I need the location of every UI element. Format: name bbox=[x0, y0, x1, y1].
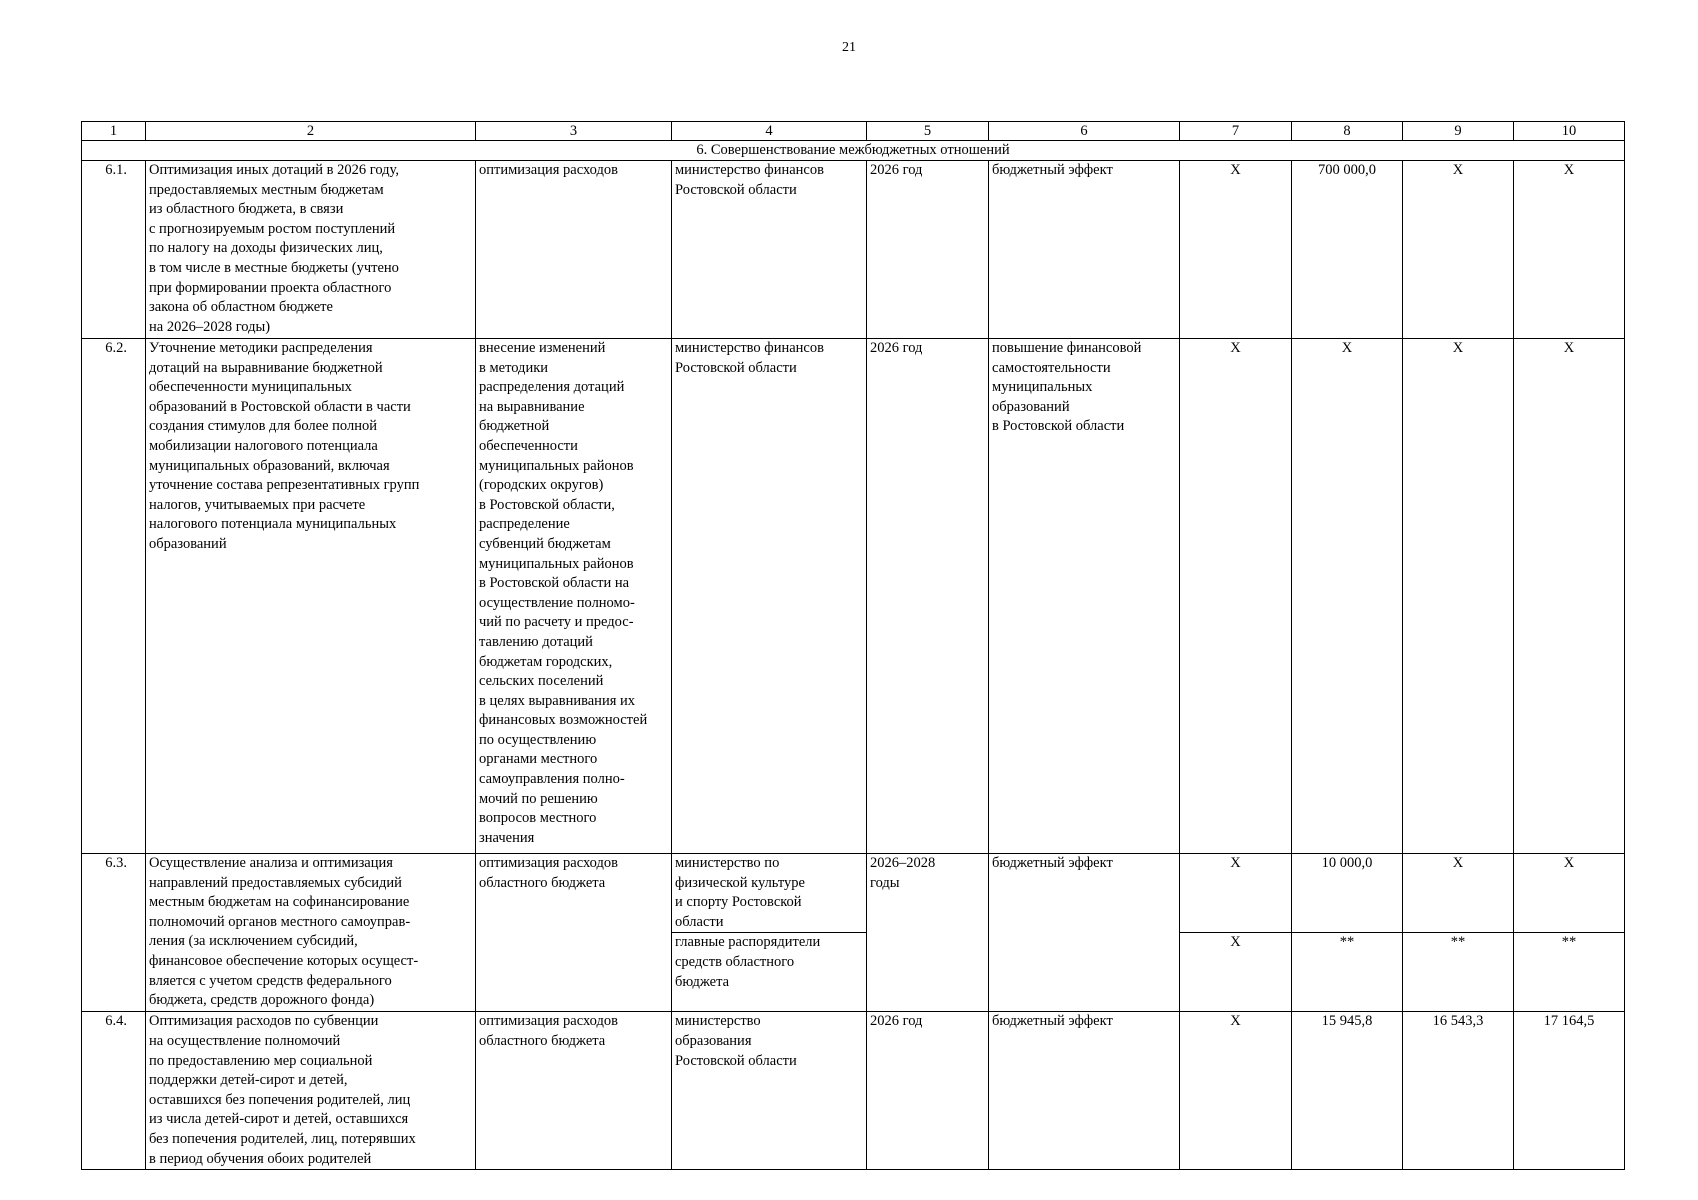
result-cell bbox=[989, 339, 1180, 854]
text-line: органами местного bbox=[479, 751, 598, 768]
text-line: бюджетной bbox=[479, 418, 550, 435]
text-line: на 2026–2028 годы) bbox=[149, 318, 271, 335]
text-line: внесение изменений bbox=[479, 340, 606, 356]
text-line: 2026–2028 bbox=[870, 855, 936, 871]
text-line: из областного бюджета, в связи bbox=[149, 201, 344, 218]
text-line: в Ростовской области bbox=[992, 418, 1125, 435]
text-line: в Ростовской области, bbox=[479, 496, 615, 513]
text-line: образований bbox=[992, 398, 1070, 415]
text-line: закона об областном бюджете bbox=[149, 299, 333, 316]
measures-table bbox=[81, 121, 1625, 1170]
col-header-6: 6 bbox=[989, 122, 1180, 141]
text-line: 2026 год bbox=[870, 162, 923, 178]
text-line: уточнение состава репрезентативных групп bbox=[149, 477, 420, 494]
text-line: в методики bbox=[479, 359, 549, 376]
text-line: мобилизации налогового потенциала bbox=[149, 437, 378, 454]
col10-cell: X bbox=[1514, 161, 1625, 339]
text-line: бюджетный эффект bbox=[992, 855, 1113, 871]
table-row bbox=[82, 161, 1625, 339]
text-line: и спорту Ростовской bbox=[675, 894, 802, 911]
period-cell bbox=[867, 339, 989, 854]
col9-cell: X bbox=[1403, 339, 1514, 854]
text-line: областного бюджета bbox=[479, 874, 606, 891]
executor-cell bbox=[672, 933, 867, 1012]
text-line: Оптимизация иных дотаций в 2026 году, bbox=[149, 162, 399, 178]
col-header-8: 8 bbox=[1292, 122, 1403, 141]
text-line: значения bbox=[479, 829, 535, 846]
text-line: Ростовской области bbox=[675, 181, 797, 198]
text-line: (городских округов) bbox=[479, 477, 604, 494]
table-row bbox=[82, 339, 1625, 854]
text-line: по налогу на доходы физических лиц, bbox=[149, 240, 383, 257]
text-line: Уточнение методики распределения bbox=[149, 340, 373, 356]
text-line: оптимизация расходов bbox=[479, 1013, 618, 1030]
col10-cell: X bbox=[1514, 854, 1625, 933]
text-line: бюджета, средств дорожного фонда) bbox=[149, 992, 375, 1009]
period-cell bbox=[867, 854, 989, 1012]
table-row bbox=[82, 854, 1625, 933]
text-line: поддержки детей-сирот и детей, bbox=[149, 1072, 348, 1089]
col9-cell: 16 543,3 bbox=[1403, 1012, 1514, 1170]
executor-cell bbox=[672, 854, 867, 933]
text-line: оставшихся без попечения родителей, лиц bbox=[149, 1091, 411, 1108]
text-line: чий по расчету и предос- bbox=[479, 614, 634, 631]
text-line: министерство финансов bbox=[675, 340, 824, 356]
row-number: 6.1. bbox=[82, 161, 146, 339]
col-header-10: 10 bbox=[1514, 122, 1625, 141]
text-line: полномочий органов местного самоуправ- bbox=[149, 913, 411, 930]
measure-cell bbox=[146, 854, 476, 1012]
text-line: в том числе в местные бюджеты (учтено bbox=[149, 259, 399, 276]
result-cell bbox=[989, 854, 1180, 1012]
text-line: муниципальных районов bbox=[479, 555, 634, 572]
col7-cell: X bbox=[1180, 1012, 1292, 1170]
text-line: главные распорядители bbox=[675, 934, 821, 951]
text-line: Оптимизация расходов по субвенции bbox=[149, 1013, 379, 1030]
text-line: бюджетам городских, bbox=[479, 653, 613, 670]
result-cell bbox=[989, 161, 1180, 339]
text-line: дотаций на выравнивание бюджетной bbox=[149, 359, 383, 376]
text-line: 2026 год bbox=[870, 1013, 923, 1030]
col8-cell: 700 000,0 bbox=[1292, 161, 1403, 339]
text-line: в целях выравнивания их bbox=[479, 692, 636, 709]
text-line: в Ростовской области на bbox=[479, 575, 630, 592]
col10-cell: X bbox=[1514, 339, 1625, 854]
text-line: министерство bbox=[675, 1013, 761, 1030]
text-line: вляется с учетом средств федерального bbox=[149, 972, 392, 989]
col-header-7: 7 bbox=[1180, 122, 1292, 141]
text-line: по предоставлению мер социальной bbox=[149, 1052, 373, 1069]
text-line: министерство финансов bbox=[675, 162, 824, 178]
type-cell bbox=[476, 854, 672, 1012]
text-line: при формировании проекта областного bbox=[149, 279, 392, 296]
type-cell bbox=[476, 1012, 672, 1170]
text-line: образования bbox=[675, 1032, 752, 1049]
text-line: направлений предоставляемых субсидий bbox=[149, 874, 402, 891]
table-row bbox=[82, 1012, 1625, 1170]
row-number: 6.4. bbox=[82, 1012, 146, 1170]
text-line: обеспеченности муниципальных bbox=[149, 379, 352, 396]
text-line: на выравнивание bbox=[479, 398, 585, 415]
col10-cell: ** bbox=[1514, 933, 1625, 1012]
text-line: физической культуре bbox=[675, 874, 805, 891]
col-header-2: 2 bbox=[146, 122, 476, 141]
col-header-5: 5 bbox=[867, 122, 989, 141]
period-cell bbox=[867, 161, 989, 339]
executor-cell bbox=[672, 339, 867, 854]
text-line: финансовых возможностей bbox=[479, 712, 648, 729]
text-line: самоуправления полно- bbox=[479, 771, 625, 788]
text-line: налогов, учитываемых при расчете bbox=[149, 496, 366, 513]
text-line: обеспеченности bbox=[479, 437, 578, 454]
text-line: из числа детей-сирот и детей, оставшихся bbox=[149, 1111, 409, 1128]
column-number-row bbox=[82, 122, 1625, 141]
executor-cell bbox=[672, 1012, 867, 1170]
col9-cell: X bbox=[1403, 161, 1514, 339]
page-number: 21 bbox=[842, 40, 856, 55]
row-number: 6.2. bbox=[82, 339, 146, 854]
measure-cell bbox=[146, 161, 476, 339]
text-line: оптимизация расходов bbox=[479, 855, 618, 871]
text-line: средств областного bbox=[675, 953, 795, 970]
text-line: повышение финансовой bbox=[992, 340, 1142, 356]
section-title: 6. Совершенствование межбюджетных отношений bbox=[82, 141, 1625, 161]
text-line: 2026 год bbox=[870, 340, 923, 356]
text-line: бюджетный эффект bbox=[992, 162, 1113, 178]
col7-cell: X bbox=[1180, 854, 1292, 933]
col9-cell: X bbox=[1403, 854, 1514, 933]
period-cell bbox=[867, 1012, 989, 1170]
col8-cell: X bbox=[1292, 339, 1403, 854]
text-line: местным бюджетам на софинансирование bbox=[149, 894, 410, 911]
text-line: муниципальных образований, включая bbox=[149, 457, 390, 474]
text-line: без попечения родителей, лиц, потерявших bbox=[149, 1130, 416, 1147]
executor-cell bbox=[672, 161, 867, 339]
text-line: образований bbox=[149, 535, 227, 552]
text-line: на осуществление полномочий bbox=[149, 1032, 341, 1049]
text-line: образований в Ростовской области в части bbox=[149, 398, 411, 415]
text-line: бюджетный эффект bbox=[992, 1013, 1113, 1030]
text-line: годы bbox=[870, 874, 900, 891]
text-line: ления (за исключением субсидий, bbox=[149, 933, 358, 950]
col-header-9: 9 bbox=[1403, 122, 1514, 141]
text-line: бюджета bbox=[675, 973, 730, 990]
text-line: оптимизация расходов bbox=[479, 162, 618, 178]
text-line: сельских поселений bbox=[479, 673, 604, 690]
text-line: области bbox=[675, 913, 724, 930]
type-cell bbox=[476, 339, 672, 854]
text-line: предоставляемых местным бюджетам bbox=[149, 181, 384, 198]
text-line: субвенций бюджетам bbox=[479, 535, 611, 552]
col-header-3: 3 bbox=[476, 122, 672, 141]
text-line: тавлению дотаций bbox=[479, 633, 593, 650]
text-line: областного бюджета bbox=[479, 1032, 606, 1049]
result-cell bbox=[989, 1012, 1180, 1170]
text-line: Осуществление анализа и оптимизация bbox=[149, 855, 393, 871]
type-cell bbox=[476, 161, 672, 339]
row-number: 6.3. bbox=[82, 854, 146, 1012]
text-line: в период обучения обоих родителей bbox=[149, 1150, 372, 1167]
col9-cell: ** bbox=[1403, 933, 1514, 1012]
col8-cell: 15 945,8 bbox=[1292, 1012, 1403, 1170]
text-line: Ростовской области bbox=[675, 1052, 797, 1069]
col8-cell: 10 000,0 bbox=[1292, 854, 1403, 933]
col10-cell: 17 164,5 bbox=[1514, 1012, 1625, 1170]
text-line: создания стимулов для более полной bbox=[149, 418, 377, 435]
section-row bbox=[82, 141, 1625, 161]
text-line: по осуществлению bbox=[479, 731, 597, 748]
text-line: муниципальных bbox=[992, 379, 1093, 396]
col8-cell: ** bbox=[1292, 933, 1403, 1012]
text-line: финансовое обеспечение которых осущест- bbox=[149, 952, 419, 969]
measure-cell bbox=[146, 339, 476, 854]
col7-cell: X bbox=[1180, 161, 1292, 339]
text-line: налогового потенциала муниципальных bbox=[149, 516, 397, 533]
text-line: мочий по решению bbox=[479, 790, 598, 807]
measure-cell bbox=[146, 1012, 476, 1170]
text-line: Ростовской области bbox=[675, 359, 797, 376]
text-line: распределения дотаций bbox=[479, 379, 625, 396]
col7-cell: X bbox=[1180, 933, 1292, 1012]
text-line: вопросов местного bbox=[479, 810, 597, 827]
col-header-1: 1 bbox=[82, 122, 146, 141]
col7-cell: X bbox=[1180, 339, 1292, 854]
text-line: распределение bbox=[479, 516, 570, 533]
text-line: муниципальных районов bbox=[479, 457, 634, 474]
text-line: самостоятельности bbox=[992, 359, 1111, 376]
text-line: министерство по bbox=[675, 855, 780, 871]
col-header-4: 4 bbox=[672, 122, 867, 141]
text-line: с прогнозируемым ростом поступлений bbox=[149, 220, 396, 237]
text-line: осуществление полномо- bbox=[479, 594, 635, 611]
